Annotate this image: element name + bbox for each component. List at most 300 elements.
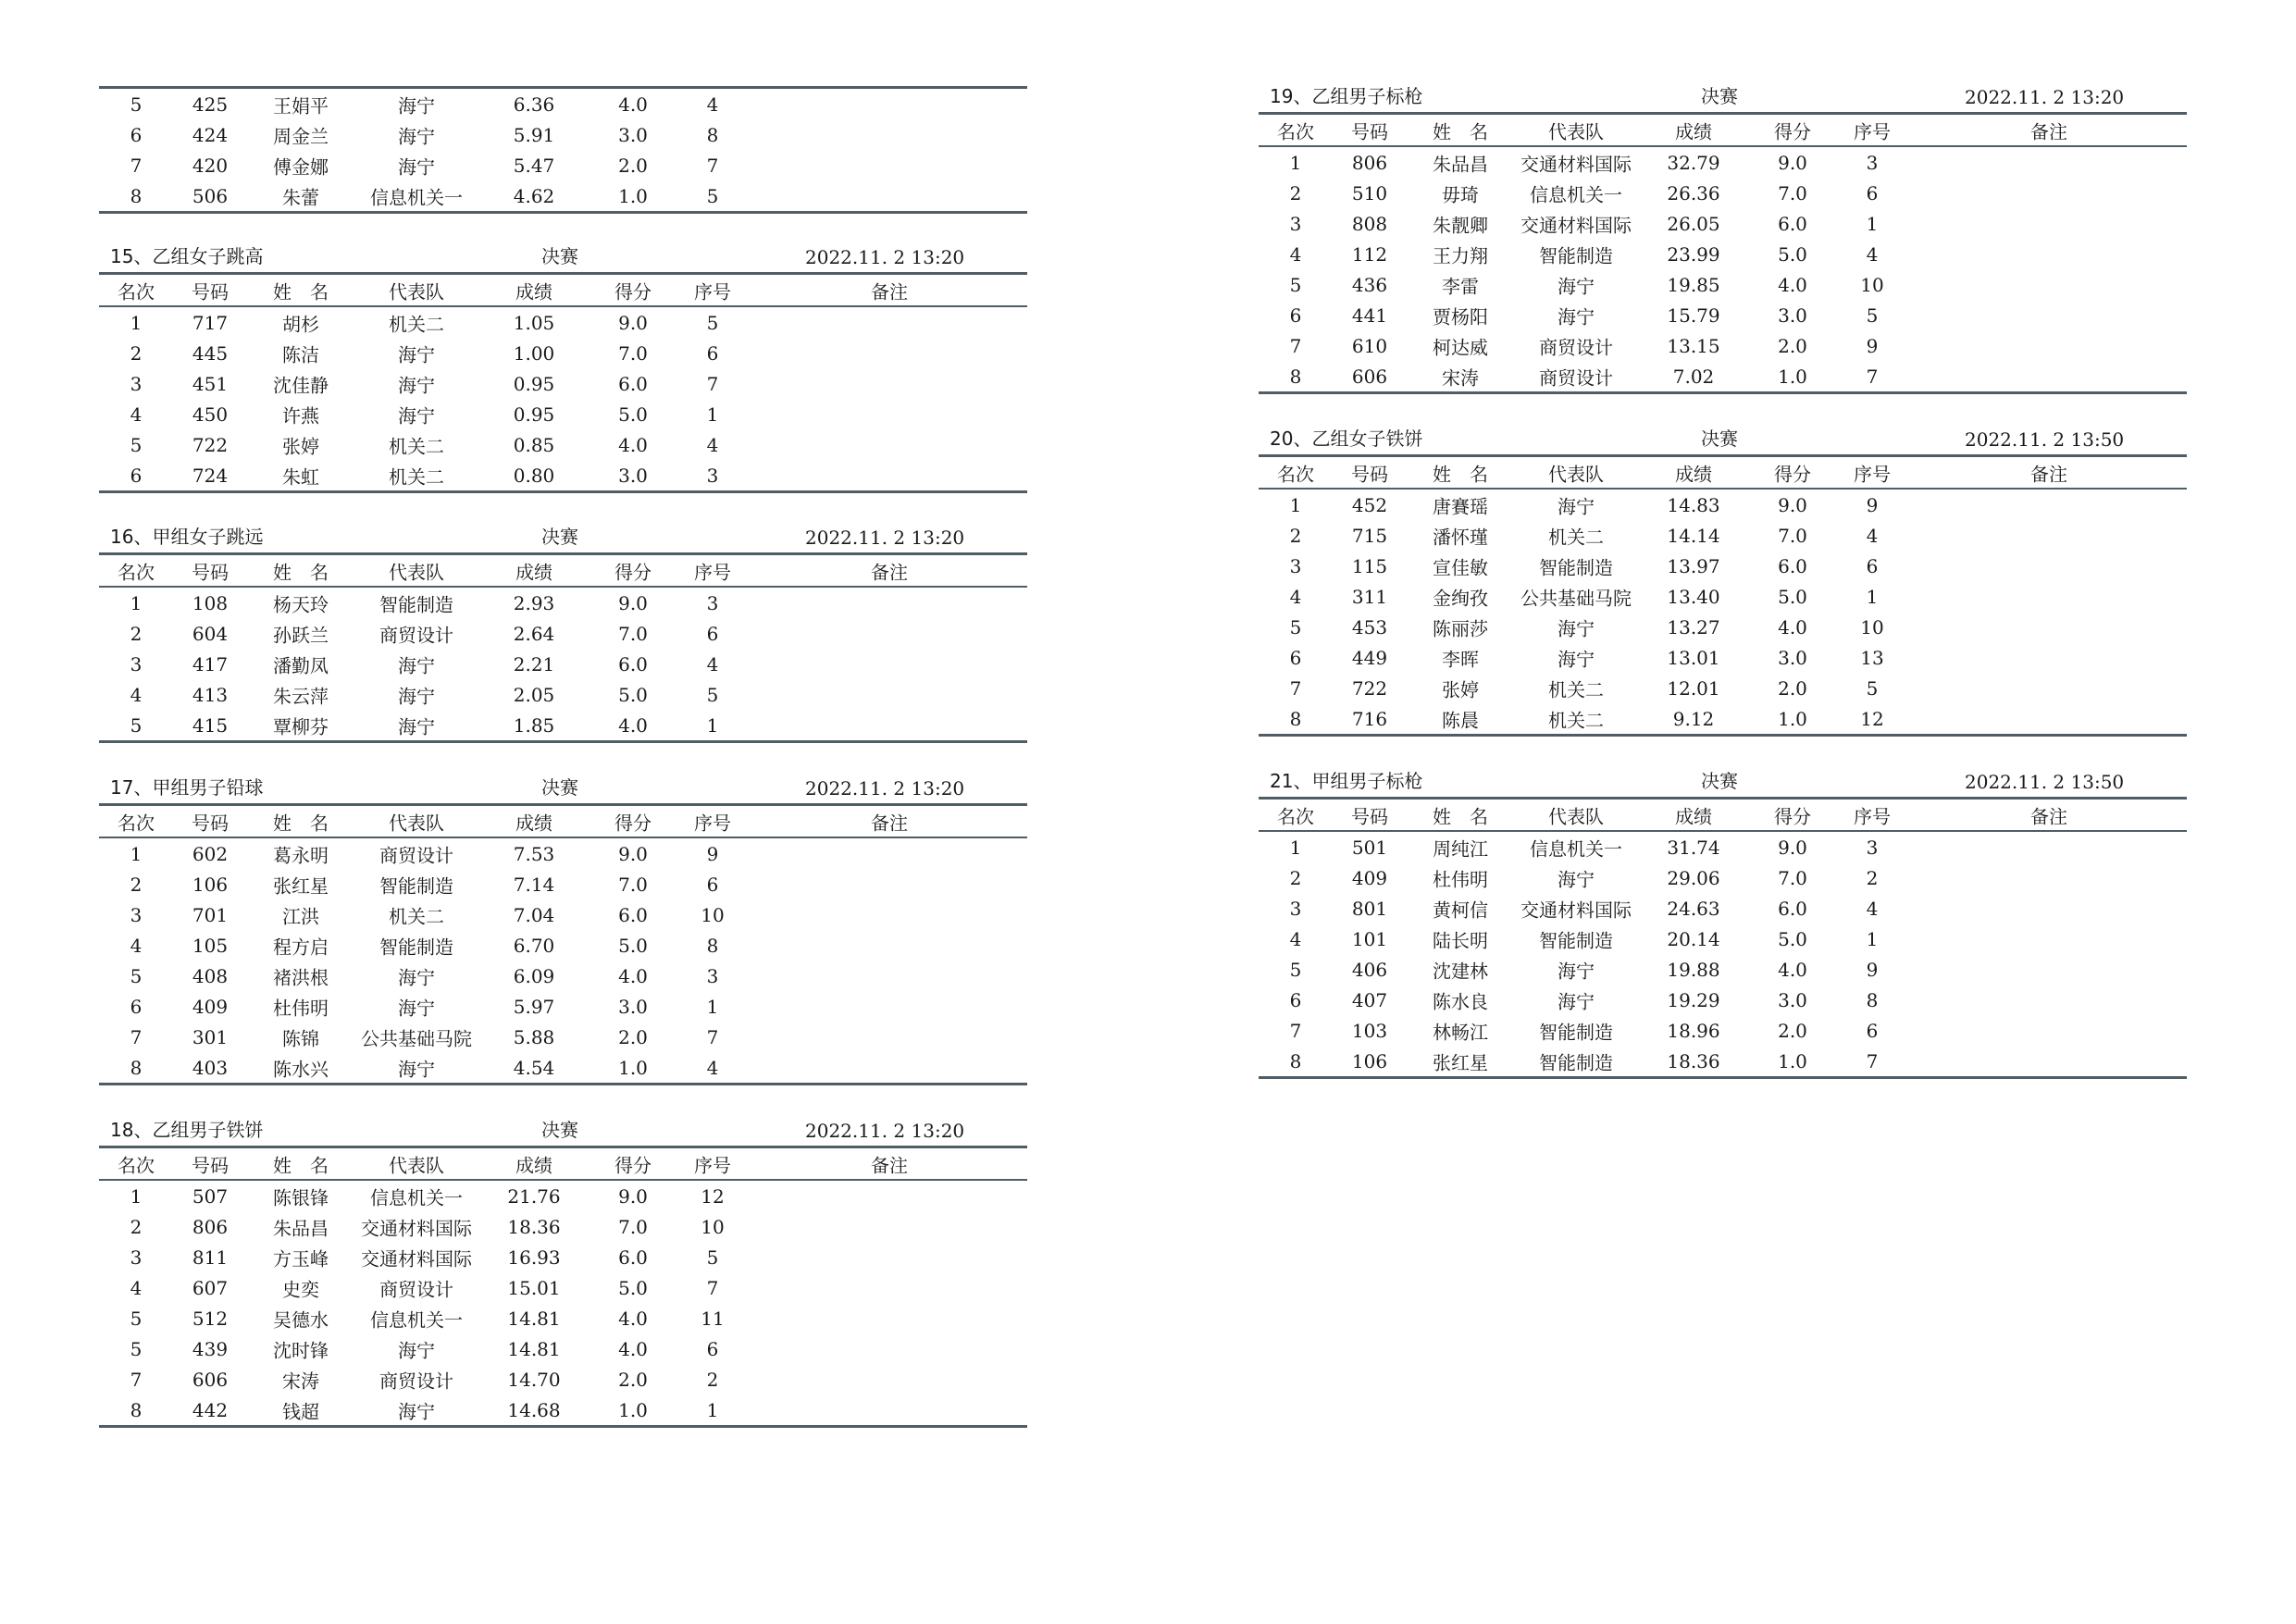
- team-cell: 智能制造: [1539, 1051, 1613, 1073]
- points-cell: 4.0: [618, 1307, 648, 1330]
- column-header-rank: 名次: [118, 1154, 155, 1176]
- rank-cell: 2: [130, 873, 143, 896]
- number-cell: 722: [192, 433, 229, 456]
- name-cell: 钱超: [282, 1400, 319, 1422]
- order-cell: 2: [706, 1368, 719, 1391]
- order-cell: 10: [701, 903, 725, 926]
- column-header-score: 成绩: [515, 561, 552, 583]
- rank-cell: 1: [130, 591, 143, 614]
- points-cell: 5.0: [618, 403, 648, 426]
- order-cell: 4: [706, 433, 719, 456]
- points-cell: 7.0: [618, 622, 648, 645]
- number-cell: 441: [1351, 304, 1388, 327]
- name-cell: 陈水良: [1433, 990, 1488, 1012]
- table-bottom-rule: [1259, 1076, 2187, 1079]
- score-cell: 14.68: [507, 1398, 561, 1421]
- column-header-number: 号码: [192, 280, 229, 303]
- score-cell: 5.88: [513, 1025, 555, 1048]
- number-cell: 420: [192, 154, 229, 177]
- points-cell: 3.0: [618, 123, 648, 146]
- name-cell: 胡杉: [282, 313, 319, 335]
- rank-cell: 1: [1289, 151, 1302, 174]
- column-header-rank: 名次: [1277, 463, 1314, 485]
- score-cell: 13.15: [1667, 334, 1720, 357]
- number-cell: 436: [1351, 273, 1388, 296]
- rank-cell: 8: [130, 1056, 143, 1079]
- order-cell: 1: [706, 713, 719, 737]
- table-row: [99, 679, 1027, 710]
- table-bottom-rule: [99, 211, 1027, 214]
- event-header: [99, 774, 1027, 803]
- score-cell: 0.80: [513, 464, 555, 487]
- score-cell: 5.47: [513, 154, 555, 177]
- results-body: [1259, 147, 2187, 391]
- name-cell: 江洪: [282, 905, 319, 927]
- number-cell: 808: [1351, 212, 1388, 235]
- team-cell: 交通材料国际: [361, 1217, 472, 1239]
- table-bottom-rule: [99, 490, 1027, 493]
- number-cell: 103: [1351, 1019, 1388, 1042]
- points-cell: 5.0: [1778, 242, 1807, 266]
- team-cell: 信息机关一: [370, 1186, 463, 1209]
- points-cell: 7.0: [1778, 866, 1807, 889]
- name-cell: 宋涛: [1442, 366, 1479, 389]
- rank-cell: 4: [130, 1276, 143, 1299]
- points-cell: 2.0: [1778, 1019, 1807, 1042]
- number-cell: 439: [192, 1337, 229, 1360]
- name-cell: 潘勤凤: [273, 654, 329, 676]
- table-row: [99, 119, 1027, 150]
- event-header: [1259, 425, 2187, 454]
- order-cell: 4: [1866, 524, 1879, 547]
- event-time: 2022.11. 2 13:50: [1965, 771, 2125, 793]
- score-cell: 7.02: [1672, 365, 1715, 388]
- number-cell: 701: [192, 903, 229, 926]
- event-section: [1259, 767, 2187, 1079]
- column-headers: [1259, 115, 2187, 145]
- number-cell: 403: [192, 1056, 229, 1079]
- column-header-order: 序号: [694, 280, 731, 303]
- event-stage: 决赛: [1701, 428, 1738, 450]
- event-time: 2022.11. 2 13:20: [805, 1120, 965, 1142]
- event-time: 2022.11. 2 13:20: [805, 246, 965, 268]
- name-cell: 李雷: [1442, 275, 1479, 297]
- table-row: [99, 1022, 1027, 1052]
- team-cell: 海宁: [1558, 868, 1595, 890]
- points-cell: 7.0: [618, 1215, 648, 1238]
- name-cell: 许燕: [282, 404, 319, 427]
- name-cell: 朱云萍: [273, 685, 329, 707]
- score-cell: 1.00: [513, 341, 555, 365]
- column-header-team: 代表队: [1548, 120, 1604, 143]
- event-stage: 决赛: [541, 776, 578, 799]
- score-cell: 7.14: [513, 873, 555, 896]
- score-cell: 26.05: [1667, 212, 1720, 235]
- team-cell: 海宁: [1558, 990, 1595, 1012]
- name-cell: 孙跃兰: [273, 624, 329, 646]
- column-header-remark: 备注: [871, 812, 908, 834]
- rank-cell: 5: [130, 713, 143, 737]
- table-row: [99, 588, 1027, 618]
- column-header-points: 得分: [614, 812, 652, 834]
- points-cell: 2.0: [618, 154, 648, 177]
- rank-cell: 4: [1289, 242, 1302, 266]
- event-stage: 决赛: [1701, 770, 1738, 792]
- column-header-order: 序号: [694, 1154, 731, 1176]
- points-cell: 4.0: [618, 93, 648, 116]
- order-cell: 4: [1866, 897, 1879, 920]
- column-header-score: 成绩: [1675, 463, 1712, 485]
- table-row: [99, 838, 1027, 869]
- column-header-points: 得分: [1774, 805, 1811, 827]
- order-cell: 6: [706, 873, 719, 896]
- score-cell: 15.79: [1667, 304, 1720, 327]
- table-bottom-rule: [1259, 391, 2187, 394]
- event-stage: 决赛: [541, 526, 578, 548]
- rank-cell: 3: [1289, 897, 1302, 920]
- name-cell: 周纯江: [1433, 837, 1488, 860]
- results-body: [1259, 832, 2187, 1076]
- number-cell: 415: [192, 713, 229, 737]
- number-cell: 806: [1351, 151, 1388, 174]
- column-header-remark: 备注: [2030, 805, 2067, 827]
- name-cell: 王娟平: [273, 94, 329, 117]
- column-headers: [99, 806, 1027, 837]
- number-cell: 409: [192, 995, 229, 1018]
- number-cell: 510: [1351, 181, 1388, 205]
- score-cell: 13.27: [1667, 615, 1720, 638]
- event-title: 21、甲组男子标枪: [1270, 770, 1423, 792]
- order-cell: 1: [706, 995, 719, 1018]
- points-cell: 5.0: [618, 1276, 648, 1299]
- points-cell: 2.0: [1778, 334, 1807, 357]
- table-row: [99, 460, 1027, 490]
- team-cell: 机关二: [389, 465, 444, 488]
- name-cell: 覃柳芬: [273, 715, 329, 738]
- team-cell: 海宁: [398, 404, 435, 427]
- order-cell: 9: [706, 842, 719, 865]
- order-cell: 7: [706, 154, 719, 177]
- score-cell: 24.63: [1667, 897, 1720, 920]
- team-cell: 交通材料国际: [1520, 899, 1632, 921]
- team-cell: 商贸设计: [379, 844, 453, 866]
- rank-cell: 1: [130, 311, 143, 334]
- number-cell: 106: [192, 873, 229, 896]
- results-body: [99, 307, 1027, 490]
- rank-cell: 7: [1289, 676, 1302, 700]
- table-row: [99, 899, 1027, 930]
- team-cell: 海宁: [398, 155, 435, 178]
- score-cell: 12.01: [1667, 676, 1720, 700]
- order-cell: 5: [1866, 676, 1879, 700]
- table-row: [99, 991, 1027, 1022]
- table-row: [99, 307, 1027, 338]
- team-cell: 海宁: [398, 997, 435, 1019]
- number-cell: 311: [1351, 585, 1388, 608]
- order-cell: 13: [1860, 646, 1884, 669]
- team-cell: 信息机关一: [1530, 183, 1622, 205]
- name-cell: 陆长明: [1433, 929, 1488, 951]
- table-row: [99, 1303, 1027, 1333]
- rank-cell: 3: [130, 1246, 143, 1269]
- event-time: 2022.11. 2 13:20: [805, 527, 965, 549]
- event-time: 2022.11. 2 13:20: [805, 777, 965, 800]
- order-cell: 3: [1866, 836, 1879, 859]
- name-cell: 柯达威: [1433, 336, 1488, 358]
- team-cell: 海宁: [398, 654, 435, 676]
- name-cell: 褚洪根: [273, 966, 329, 988]
- table-bottom-rule: [1259, 734, 2187, 737]
- score-cell: 26.36: [1667, 181, 1720, 205]
- team-cell: 信息机关一: [1530, 837, 1622, 860]
- column-header-order: 序号: [1854, 805, 1891, 827]
- score-cell: 14.14: [1667, 524, 1720, 547]
- event-section: [1259, 82, 2187, 394]
- team-cell: 海宁: [398, 1058, 435, 1080]
- number-cell: 407: [1351, 988, 1388, 1011]
- rank-cell: 8: [1289, 365, 1302, 388]
- rank-cell: 1: [1289, 493, 1302, 516]
- score-cell: 13.40: [1667, 585, 1720, 608]
- table-row: [99, 1211, 1027, 1242]
- rank-cell: 2: [130, 1215, 143, 1238]
- event-title: 20、乙组女子铁饼: [1270, 428, 1423, 450]
- order-cell: 5: [706, 184, 719, 207]
- order-cell: 8: [706, 123, 719, 146]
- points-cell: 6.0: [618, 903, 648, 926]
- score-cell: 2.64: [513, 622, 555, 645]
- points-cell: 9.0: [1778, 836, 1807, 859]
- name-cell: 唐賽瑶: [1433, 495, 1488, 517]
- column-header-rank: 名次: [118, 812, 155, 834]
- order-cell: 7: [1866, 365, 1879, 388]
- score-cell: 18.96: [1667, 1019, 1720, 1042]
- number-cell: 606: [1351, 365, 1388, 388]
- score-cell: 23.99: [1667, 242, 1720, 266]
- score-cell: 18.36: [507, 1215, 561, 1238]
- column-header-score: 成绩: [515, 280, 552, 303]
- event-stage: 决赛: [541, 1119, 578, 1141]
- team-cell: 智能制造: [1539, 244, 1613, 267]
- team-cell: 海宁: [398, 1339, 435, 1361]
- rank-cell: 8: [130, 184, 143, 207]
- order-cell: 4: [706, 93, 719, 116]
- order-cell: 5: [706, 311, 719, 334]
- order-cell: 9: [1866, 493, 1879, 516]
- name-cell: 张婷: [1442, 678, 1479, 700]
- name-cell: 朱靓卿: [1433, 214, 1488, 236]
- rank-cell: 5: [130, 93, 143, 116]
- column-header-score: 成绩: [1675, 805, 1712, 827]
- points-cell: 1.0: [1778, 365, 1807, 388]
- score-cell: 7.53: [513, 842, 555, 865]
- score-cell: 32.79: [1667, 151, 1720, 174]
- column-header-number: 号码: [1351, 463, 1388, 485]
- rank-cell: 5: [130, 964, 143, 987]
- order-cell: 10: [701, 1215, 725, 1238]
- team-cell: 海宁: [398, 715, 435, 738]
- column-headers: [1259, 800, 2187, 830]
- column-header-name: 姓 名: [273, 812, 329, 834]
- order-cell: 5: [1866, 304, 1879, 327]
- name-cell: 金绚孜: [1433, 587, 1488, 609]
- points-cell: 1.0: [618, 1398, 648, 1421]
- rank-cell: 6: [1289, 646, 1302, 669]
- team-cell: 海宁: [1558, 305, 1595, 328]
- name-cell: 陈丽莎: [1433, 617, 1488, 639]
- rank-cell: 8: [130, 1398, 143, 1421]
- rank-cell: 1: [1289, 836, 1302, 859]
- points-cell: 3.0: [1778, 304, 1807, 327]
- points-cell: 6.0: [1778, 897, 1807, 920]
- name-cell: 陈晨: [1442, 709, 1479, 731]
- number-cell: 112: [1351, 242, 1388, 266]
- event-title: 18、乙组男子铁饼: [110, 1119, 264, 1141]
- number-cell: 607: [192, 1276, 229, 1299]
- name-cell: 陈水兴: [273, 1058, 329, 1080]
- team-cell: 商贸设计: [379, 624, 453, 646]
- team-cell: 智能制造: [1539, 929, 1613, 951]
- points-cell: 7.0: [1778, 524, 1807, 547]
- table-row: [1259, 1015, 2187, 1046]
- points-cell: 4.0: [1778, 273, 1807, 296]
- score-cell: 14.81: [507, 1337, 561, 1360]
- points-cell: 3.0: [1778, 646, 1807, 669]
- rank-cell: 3: [130, 652, 143, 676]
- order-cell: 1: [706, 1398, 719, 1421]
- team-cell: 交通材料国际: [1520, 214, 1632, 236]
- rank-cell: 4: [1289, 927, 1302, 950]
- table-row: [1259, 551, 2187, 581]
- event-time: 2022.11. 2 13:50: [1965, 428, 2125, 451]
- event-stage: 决赛: [541, 245, 578, 267]
- team-cell: 机关二: [1548, 526, 1604, 548]
- column-headers: [1259, 457, 2187, 488]
- score-cell: 4.54: [513, 1056, 555, 1079]
- order-cell: 4: [706, 652, 719, 676]
- column-header-points: 得分: [614, 561, 652, 583]
- name-cell: 贾杨阳: [1433, 305, 1488, 328]
- name-cell: 林畅江: [1433, 1021, 1488, 1043]
- number-cell: 507: [192, 1184, 229, 1208]
- points-cell: 9.0: [618, 311, 648, 334]
- score-cell: 5.91: [513, 123, 555, 146]
- points-cell: 6.0: [618, 372, 648, 395]
- score-cell: 19.85: [1667, 273, 1720, 296]
- column-header-name: 姓 名: [1433, 120, 1488, 143]
- column-headers: [99, 275, 1027, 305]
- points-cell: 7.0: [618, 873, 648, 896]
- number-cell: 106: [1351, 1049, 1388, 1072]
- column-header-number: 号码: [192, 1154, 229, 1176]
- event-section: [1259, 425, 2187, 737]
- name-cell: 毋琦: [1442, 183, 1479, 205]
- team-cell: 机关二: [389, 435, 444, 457]
- column-header-points: 得分: [614, 280, 652, 303]
- order-cell: 5: [706, 683, 719, 706]
- number-cell: 408: [192, 964, 229, 987]
- points-cell: 4.0: [1778, 958, 1807, 981]
- team-cell: 海宁: [1558, 495, 1595, 517]
- rank-cell: 7: [130, 154, 143, 177]
- table-row: [1259, 954, 2187, 985]
- name-cell: 张婷: [282, 435, 319, 457]
- table-row: [1259, 361, 2187, 391]
- name-cell: 史奕: [282, 1278, 319, 1300]
- team-cell: 智能制造: [379, 593, 453, 615]
- points-cell: 4.0: [1778, 615, 1807, 638]
- column-header-remark: 备注: [2030, 463, 2067, 485]
- table-row: [99, 399, 1027, 429]
- rank-cell: 7: [1289, 334, 1302, 357]
- points-cell: 2.0: [618, 1368, 648, 1391]
- team-cell: 公共基础马院: [361, 1027, 472, 1049]
- number-cell: 413: [192, 683, 229, 706]
- name-cell: 潘怀瑾: [1433, 526, 1488, 548]
- name-cell: 王力翔: [1433, 244, 1488, 267]
- rank-cell: 8: [1289, 707, 1302, 730]
- event-section: [99, 523, 1027, 743]
- points-cell: 6.0: [618, 652, 648, 676]
- team-cell: 交通材料国际: [1520, 153, 1632, 175]
- points-cell: 5.0: [618, 934, 648, 957]
- name-cell: 方玉峰: [273, 1247, 329, 1270]
- team-cell: 海宁: [398, 94, 435, 117]
- rank-cell: 3: [130, 372, 143, 395]
- column-header-remark: 备注: [871, 1154, 908, 1176]
- column-header-rank: 名次: [118, 561, 155, 583]
- score-cell: 7.04: [513, 903, 555, 926]
- order-cell: 7: [706, 1276, 719, 1299]
- order-cell: 6: [1866, 554, 1879, 577]
- number-cell: 715: [1351, 524, 1388, 547]
- table-row: [1259, 490, 2187, 520]
- team-cell: 海宁: [398, 343, 435, 366]
- team-cell: 海宁: [398, 374, 435, 396]
- points-cell: 4.0: [618, 964, 648, 987]
- table-row: [1259, 300, 2187, 330]
- rank-cell: 2: [130, 622, 143, 645]
- team-cell: 海宁: [398, 966, 435, 988]
- order-cell: 8: [706, 934, 719, 957]
- score-cell: 1.05: [513, 311, 555, 334]
- name-cell: 朱品昌: [273, 1217, 329, 1239]
- score-cell: 1.85: [513, 713, 555, 737]
- column-header-team: 代表队: [389, 561, 444, 583]
- order-cell: 12: [1860, 707, 1884, 730]
- column-header-team: 代表队: [389, 812, 444, 834]
- order-cell: 7: [706, 1025, 719, 1048]
- table-row: [99, 338, 1027, 368]
- team-cell: 海宁: [398, 685, 435, 707]
- score-cell: 13.97: [1667, 554, 1720, 577]
- number-cell: 452: [1351, 493, 1388, 516]
- results-body: [99, 838, 1027, 1083]
- column-header-order: 序号: [1854, 463, 1891, 485]
- rank-cell: 5: [130, 1307, 143, 1330]
- event-section: [99, 242, 1027, 493]
- results-body: [99, 588, 1027, 740]
- table-row: [1259, 1046, 2187, 1076]
- team-cell: 智能制造: [379, 936, 453, 958]
- column-header-team: 代表队: [389, 1154, 444, 1176]
- team-cell: 海宁: [1558, 648, 1595, 670]
- order-cell: 6: [1866, 1019, 1879, 1042]
- results-body: [99, 89, 1027, 211]
- rank-cell: 5: [1289, 958, 1302, 981]
- score-cell: 20.14: [1667, 927, 1720, 950]
- points-cell: 6.0: [618, 1246, 648, 1269]
